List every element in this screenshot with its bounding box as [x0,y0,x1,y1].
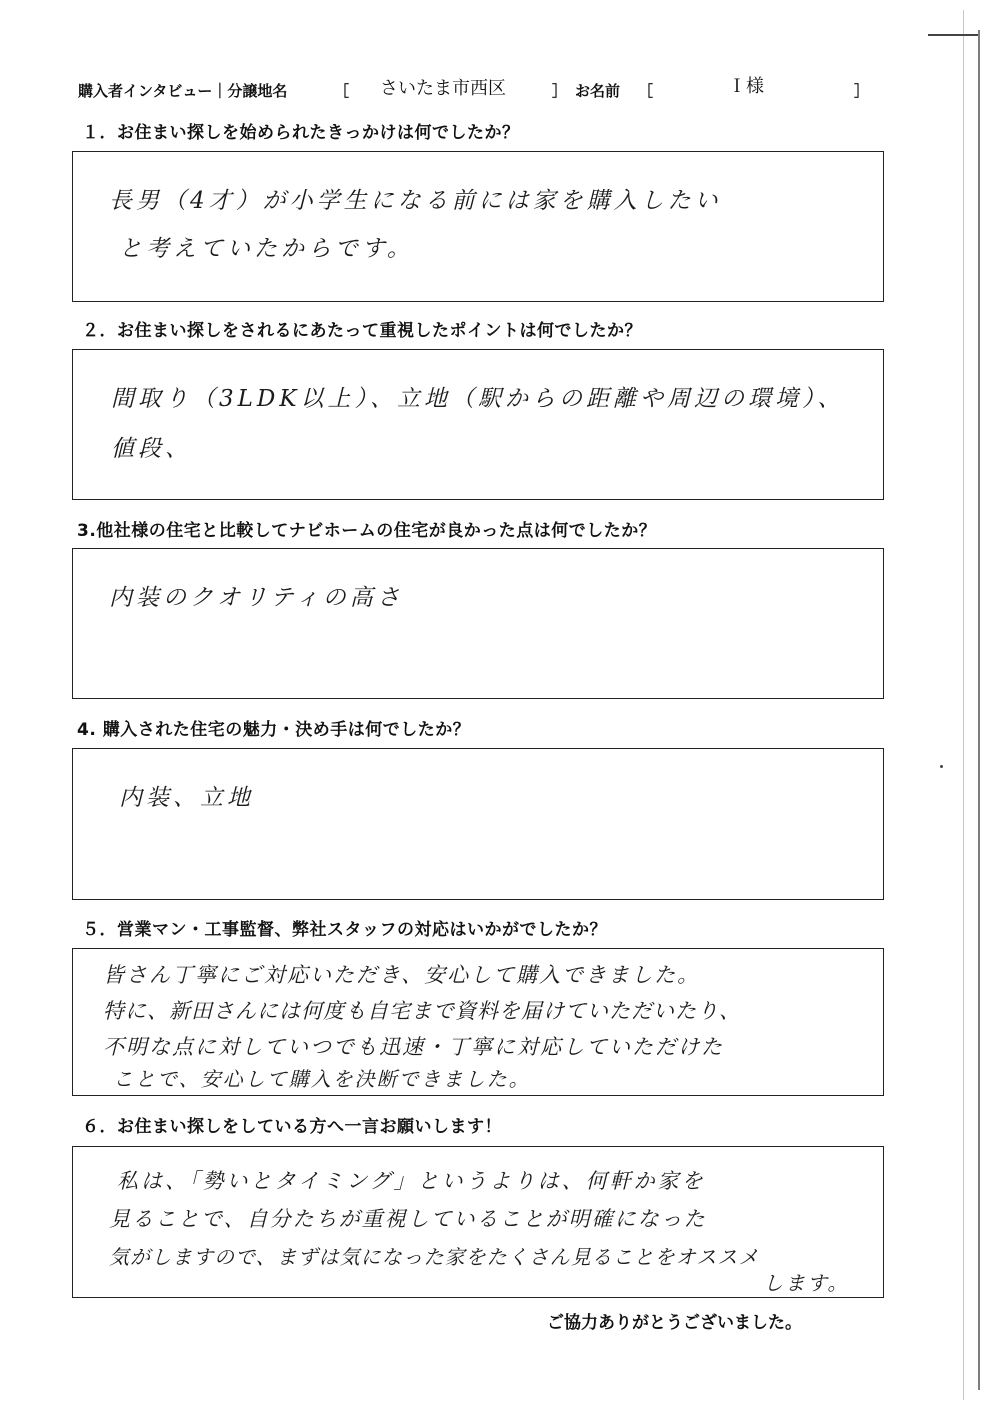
answer-line: 内装、立地 [119,785,254,811]
answer-line: 気がしますので、まずは気になった家をたくさん見ることをオススメ [109,1245,760,1269]
area-value: さいたま市西区 [380,78,506,99]
answer-box-2 [72,349,884,500]
answer-line: 間取り（3LDK以上）、立地（駅からの距離や周辺の環境）、 [111,386,845,412]
answer-line: 私は、「勢いとタイミング」というよりは、何軒か家を [117,1169,706,1193]
answer-line: 内装のクオリティの高さ [109,585,404,611]
question-1: １．お住まい探しを始められたきっかけは何でしたか？ [82,123,520,143]
question-6: ６．お住まい探しをしている方へ一言お願いします！ [82,1117,502,1137]
answer-box-6 [72,1146,884,1298]
answer-box-1 [72,151,884,302]
name-value: Ｉ様 [728,76,764,97]
form-header [78,72,898,104]
scan-edge-shadow [963,10,964,1400]
bracket-open: ［ [334,82,350,100]
answer-line: します。 [763,1271,850,1295]
question-2: ２．お住まい探しをされるにあたって重視したポイントは何でしたか？ [82,321,642,341]
answer-box-4 [72,748,884,900]
answer-line: 不明な点に対していつでも迅速・丁寧に対応していただけた [103,1035,724,1059]
bracket-close: ］ [552,82,568,100]
answer-line: 見ることで、自分たちが重視していることが明確になった [109,1207,707,1231]
answer-line: 長男（4才）が小学生になる前には家を購入したい [109,188,722,214]
scan-speck [940,765,943,768]
answer-line: 値段、 [111,436,192,462]
answer-line: 特に、新田さんには何度も自宅まで資料を届けていただいたり、 [103,999,741,1023]
thanks-message: ご協力ありがとうございました。 [547,1313,802,1333]
answer-line: と考えていたからです。 [119,236,414,262]
scan-corner-line [928,34,978,36]
scan-edge [978,30,980,1390]
name-label: お名前 [575,82,621,100]
question-4: 4. 購入された住宅の魅力・決め手は何でしたか？ [77,720,471,740]
answer-box-5 [72,948,884,1096]
question-3: 3.他社様の住宅と比較してナビホームの住宅が良かった点は何でしたか？ [77,521,657,541]
answer-line: ことで、安心して購入を決断できました。 [113,1067,531,1091]
bracket-close: ］ [854,82,870,100]
form-title: 購入者インタビュー｜分譲地名 [78,82,288,100]
bracket-open: ［ [638,82,654,100]
answer-box-3 [72,548,884,699]
question-5: ５．営業マン・工事監督、弊社スタッフの対応はいかがでしたか？ [82,920,607,940]
answer-line: 皆さん丁寧にご対応いただき、安心して購入できました。 [103,963,701,987]
